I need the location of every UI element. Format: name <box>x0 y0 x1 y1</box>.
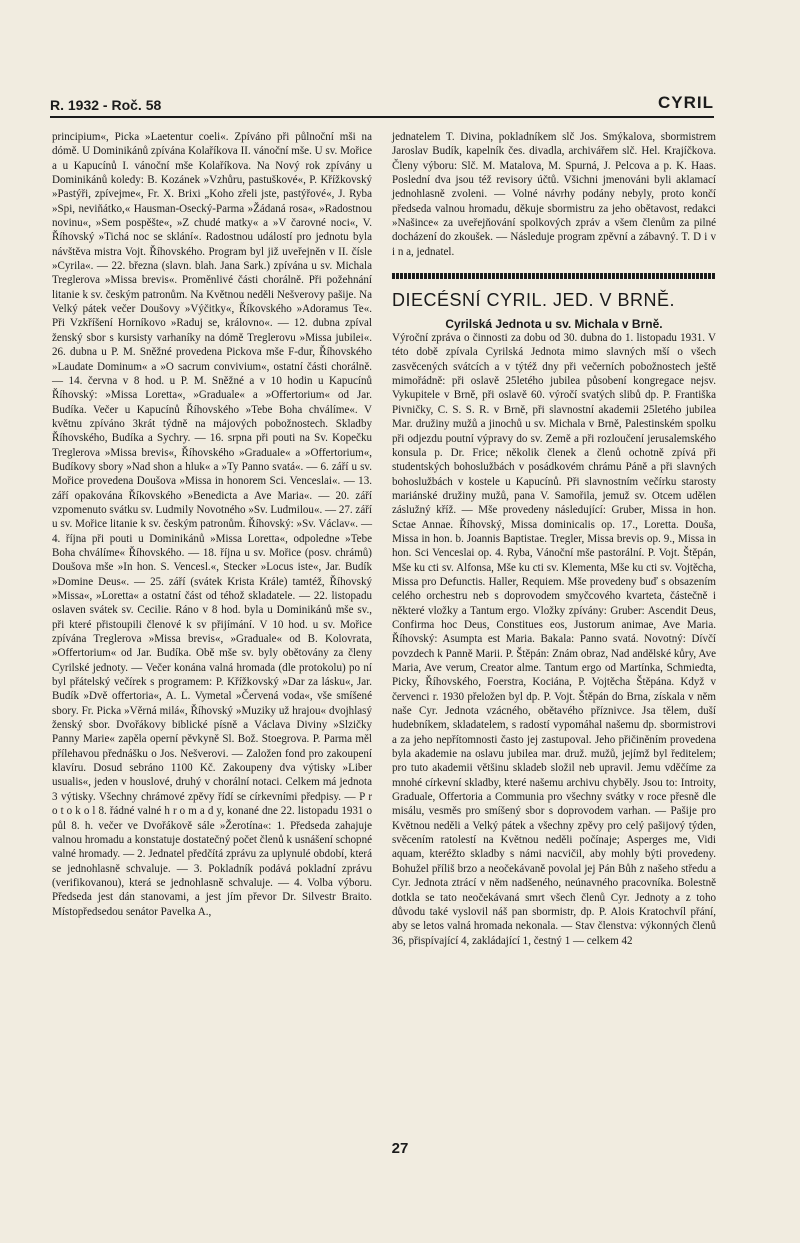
right-column <box>392 130 716 948</box>
meeting-report-conclusion: jednatelem T. Divina, pokladníkem slč Jos. Smýkalova, sbormistrem Jaroslav Budík, kapelník čes. divadla, archivářem slč. Hel. Krajíčkova. Členy výboru: Slč. M. Matalova, M. Spurná, J. Pelcova a p. K. Haas. Poslední dva jsou též revisory účtů. Všichni jmenováni byli aklamací jednohlasně zvoleni. — Volné návrhy podány nebyly, proto končí předseda valnou hromadu, děkuje sbormistru za jeho obětavost, redakci »Našince« za uveřejňování spolkových zpráv a všem členům za pilné docházení do zkoušek. — Následuje program zpěvní a zábavný. T. D i v i n a, jednatel. <box>392 131 716 258</box>
page-number: 27 <box>391 1140 409 1157</box>
left-column-text: principium«, Picka »Laetentur coeli«. Zpíváno při půlnoční mši na dómě. U Dominikánů zpívána Kolaříkova II. vánoční mše. U sv. Mořice a u Kapucínů I. vánoční mše Kolaříkova. Na Nový rok zpívány u Dominikánů koledy: B. Kozánek »Vzhůru, pastuškové«, P. Křížkovský »Pastýři, zpívejme«, Fr. X. Brixi „Koho zřeli jste, pastýřové«, J. Ryba »Spi, neviňátko,« Hausman-Osecký-Parma »Žádaná rosa«, »Radostnou novinu«, »Sem pospěšte«, »Z chudé matky« a »V čarovné noci«, V. Říhovský »Tichá noc se sklání«. Radostnou událostí pro jednotu byla návštěva mistra Vojt. Říhovského. Program byl již uveřejněn v II. čísle »Cyrila«. — 22. března (slavn. blah. Jana Sark.) zpívána u sv. Michala Treglerova »Missa brevis«. Proměnlivé části chorálně. Při požehnání litanie k sv. českým patronům. Na Květnou neděli Nešverovy pašije. Na Velký pátek večer Doušovy »Výčitky«, Říkovského »Adoramus Te«. Při Vzkříšení Horníkovo »Raduj se, královno«. — 12. dubna zpíval ženský sbor s kursisty varhaníky na dómě Treglerovu »Missa jubilei«. 26. dubna u P. M. Sněžné provedena Pickova mše F-dur, Říhovského »Laudate Dominum« a »O sacrum convivium«, ostatní části chorálně. — 14. června v 8 hod. u P. M. Sněžné a v 10 hodin u Kapucínů Říhovský: »Missa Loretta«, »Graduale« a »Offertorium« od Jar. Budíka. Večer u Kapucínů Říhovského »Tebe Boha chválíme«. V květnu zpíváno 3krát týdně na májových pobožnostech. Skladby Říhovského, Budíka a Sychry. — 16. srpna při pouti na Sv. Kopečku Treglerova »Missa brevis«, Říhovského »Graduale« a »Offertorium«, Budíkovy sbory »Nad shon a hluk« a »Ty Panno svatá«. — 6. září u sv. Mořice provedena Doušova »Missa in honorem Sci. Venceslai«. — 13. září opakována Říkovského »Benedicta a Ave Maria«. — 20. září vzpomenuto svátku sv. Ludmily Novotného »Sv. Ludmilou«. — 27. září u sv. Mořice litanie k sv. českým patronům. Říhovský: »Sv. Václav«. — 4. října při pouti u Dominikánů »Missa Loretta«, odpoledne »Tebe Boha chválíme« Říhovského. — 18. října u sv. Mořice (posv. chrámů) Doušova mše »In hon. S. Vencesl.«, Stecker »Locus iste«, Jar. Budík »Domine Deus«. — 25. září (svátek Krista Krále) tamtéž, Říhovský »Missa«, »Loretta« a ostatní část od téhož skladatele. — 22. listopadu oslaven svátek sv. Cecilie. Ráno v 8 hod. byla u Dominikánů mše sv., při které přistoupili členové k sv přijímání. V 10 hod. u sv. Mořice zpívána Treglerova »Missa brevis«, »Graduale« od B. Kolovrata, »Offertorium« od Jar. Budíka. Obě mše sv. byly obětovány za členy Cyrilské jednoty. — Večer konána valná hromada (dle protokolu) po ní byl přátelský večírek s programem: P. Křížkovský »Dar za lásku«, Jar. Budík »Dvě offertoria«, A. L. Vymetal »Červená voda«, vše smíšené sbory. Fr. Picka »Věrná milá«, Říhovský »Muziky už hrajou« dvojhlasý ženský sbor. Dvořákovy biblické písně a Václava Diviny »Slzičky Panny Marie« zapěla operní pěvkyně Sl. Bož. Stoegrova. P. Parma měl přílehavou přednášku o Jos. Nešverovi. — Založen fond pro zakoupení klavíru. Dosud sebráno 1100 Kč. Zakoupeny dva výtisky »Liber usualis«, jeden v houslové, druhý v chorální notaci. Celkem má jednota 3 výtisky. Všechny chrámové zpěvy řídí se církevními předpisy. — P r o t o k o l 8. řádné valné h r o m a d y, konané dne 22. listopadu 1931 o půl 8. h. večer ve Dvořákově sále »Žerotína«: 1. Předseda zahajuje valnou hromadu a konstatuje dostatečný počet členů k usnášení schopné valné hromady. — 2. Jednatel předčítá zprávu za uplynulé období, která se jednohlasně schvaluje. — 3. Pokladník podává pokladní zprávu (verifikovanou), která se jednohlasně schvaluje. — 4. Volba výboru. Předseda jest dán stanovami, a jest jím převor Dr. Silvestr Braito. Místopředsedou senátor Pavelka A., <box>52 131 372 918</box>
annual-report-text: Výroční zpráva o činnosti za dobu od 30. dubna do 1. listopadu 1931. V této době zpívala Cyrilská Jednota mimo slavných mší o všech zasvěcených svátcích a v týtéž dny při večerních pobožnostech ještě mimořádně: při oslavě 25letého jubilea působení kongregace nejsv. Vykupitele v Brně, při oslavě 60. výročí svatých slibů dp. P. Františka Pivničky, C. S. S. R. v Brně, při slavnostní akademii 25letého jubilea Mar. družiny mužů a jinochů u sv. Michala v Brně, Palestinském spolku při odjezdu poutní výpravy do sv. Země a při rozloučení jerusalemského konsula p. Dr. Frice; několik členek a členů ochotně zpívá při studentských bohoslužbách v posádkovém chrámu Páně a při slavných bohoslužbách v kostele u Kapucínů. Při slavnostním večírku starosty mariánské družiny mužů, pana V. Samořila, jemuž sv. Otcem udělen záslužný kříž. — Mše provedeny následující: Gruber, Missa in hon. Sctae Annae. Říhovský, Missa dominicalis op. 17., Loretta. Douša, Missa in hon. b. Joannis Baptistae. Tregler, Missa brevis op. 9., Missa in hon. Sci Venceslai op. 4. Ryba, Vánoční mše pastorální. P. Vojt. Štěpán, Mše ku cti sv. Alfonsa, Mše ku cti sv. Klementa, Mše ku cti sv. Vojtěcha, Missa pro Defunctis. Haller, Requiem. Mše provedeny buď s obsazením celého orchestru neb s doprovodem smyčcového kvarteta, částečně i některé vložky a Tantum ergo. Vložky zpívány: Gruber: Ascendit Deus, Confirma hoc Deus, Constitues eos, Justorum animae, Ave Maria. Říhovský: Asumpta est Maria. Bakala: Panno svatá. Novotný: Dívčí povzdech k Panně Marii. P. Štěpán: Znám obraz, Nad andělské kůry, Ave Maria, Ave verum, Creator alme. Tantum ergo od Martínka, Schmiedta, Picky, Říhovského, Foerstra, Kociána, P. Vojtěcha Štěpána. Když v červenci r. 1930 přeložen byl dp. P. Vojt. Štěpán do Brna, získala v něm naše Cyr. Jednota vzácného, obětavého příznivce. Jsa tělem, duší hudebníkem, skladatelem, s radostí vypomáhal našemu dp. sbormistrovi a za jeho nepřítomnosti často jej zastupoval. Jeho přičiněním provedena byla akademie na oslavu jubilea mar. druž. mužů, jejímž byl ředitelem; pro tuto akademii většinu skladeb složil neb upravil. Jemu vděčíme za mnohé církevní skladby, které našemu archivu chyběly. Jsou to: Introity, Graduale, Offertoria a Communia pro všechny svátky v roce přesně dle misálu, vesměs pro smíšený sbor s doprovodem varhan. — Pašije pro Květnou neděli a Velký pátek a všechny zpěvy pro celý pašijový týden, svěcením ratolestí na Květnou neděli počínaje; Asperges me, Vidi aquam, kteréžto skladby s námi nacvičil, aby mohly býti provedeny. Bohužel příliš brzo a neočekávaně povolal jej Pán Bůh z našeho středu a Cyr. Jednota ztrácí v něm nadšeného, neúnavného pracovníka. Bolestně dotkla se tato neočekávaná smrt všech členů Cyr. Jednoty a z toho důvodu také vyslovil náš pan sbormistr, dp. P. Alois Kratochvíl přání, aby se letos valná hromada nekonala. — Stav členstva: výkonných členů 36, přispívající 4, zakládající 1, čestný 1 — celkem 42 <box>392 332 716 947</box>
section-divider <box>392 273 716 279</box>
left-column <box>52 130 372 919</box>
issue-info: R. 1932 - Roč. 58 <box>50 97 162 113</box>
running-header <box>50 92 714 118</box>
journal-title: CYRIL <box>658 93 714 112</box>
article-subheading: Cyrilská Jednota u sv. Michala v Brně. <box>445 317 663 332</box>
section-heading: DIECÉSNÍ CYRIL. JED. V BRNĚ. <box>392 290 676 311</box>
